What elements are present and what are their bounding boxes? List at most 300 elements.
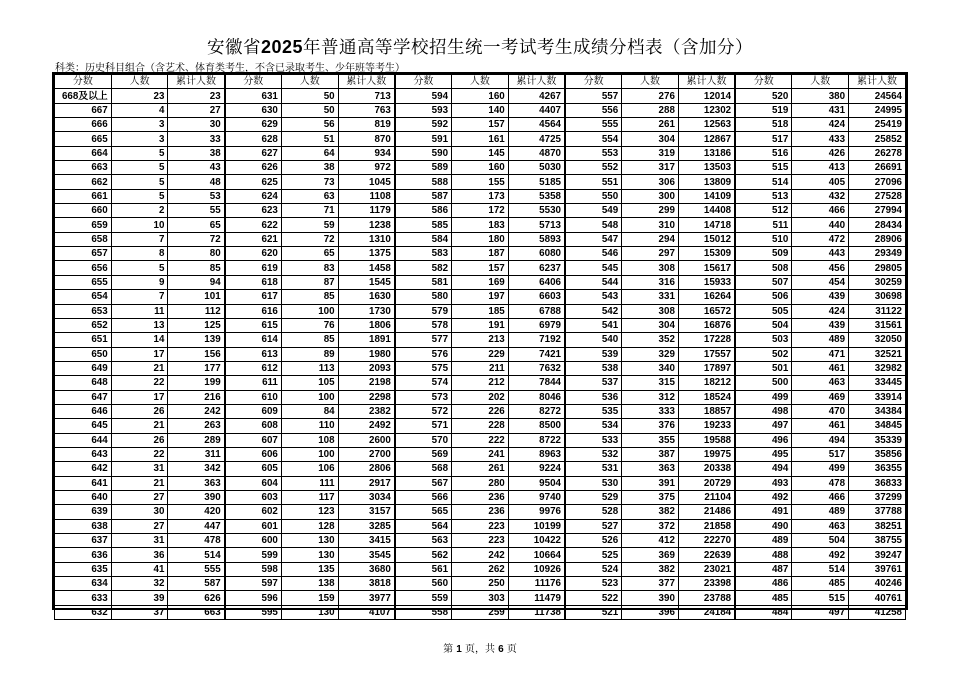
table-cell: 160 [452, 89, 509, 103]
table-cell: 172 [452, 204, 509, 218]
table-cell: 509 [735, 247, 792, 261]
table-cell: 23 [168, 89, 225, 103]
table-cell: 491 [735, 505, 792, 519]
table-cell: 31 [111, 462, 168, 476]
table-row [55, 447, 906, 461]
table-cell: 369 [622, 548, 679, 562]
table-cell: 26 [111, 433, 168, 447]
table-cell: 22270 [678, 534, 735, 548]
table-cell: 8963 [508, 447, 565, 461]
table-cell: 382 [622, 562, 679, 576]
table-cell: 130 [281, 548, 338, 562]
table-cell: 32050 [849, 333, 906, 347]
table-cell: 622 [225, 218, 282, 232]
table-cell: 599 [225, 548, 282, 562]
table-cell: 579 [395, 304, 452, 318]
table-cell: 5530 [508, 204, 565, 218]
table-cell: 372 [622, 519, 679, 533]
table-cell: 618 [225, 275, 282, 289]
table-cell: 15309 [678, 247, 735, 261]
table-cell: 630 [225, 103, 282, 117]
table-cell: 19233 [678, 419, 735, 433]
table-cell: 65 [168, 218, 225, 232]
table-cell: 390 [168, 490, 225, 504]
table-cell: 623 [225, 204, 282, 218]
table-cell: 533 [565, 433, 622, 447]
table-cell: 640 [55, 490, 112, 504]
table-cell: 13809 [678, 175, 735, 189]
table-cell: 236 [452, 490, 509, 504]
table-cell: 539 [565, 347, 622, 361]
table-cell: 40761 [849, 591, 906, 605]
table-cell: 519 [735, 103, 792, 117]
table-cell: 2600 [338, 433, 395, 447]
column-header: 分数 [225, 75, 282, 89]
table-cell: 472 [792, 232, 849, 246]
table-row [55, 534, 906, 548]
table-cell: 497 [792, 605, 849, 619]
table-cell: 498 [735, 404, 792, 418]
table-cell: 499 [735, 390, 792, 404]
table-cell: 1730 [338, 304, 395, 318]
table-cell: 586 [395, 204, 452, 218]
table-cell: 549 [565, 204, 622, 218]
table-cell: 478 [792, 476, 849, 490]
table-cell: 644 [55, 433, 112, 447]
table-cell: 31122 [849, 304, 906, 318]
table-cell: 661 [55, 189, 112, 203]
table-cell: 73 [281, 175, 338, 189]
table-cell: 17897 [678, 361, 735, 375]
table-cell: 617 [225, 290, 282, 304]
table-cell: 2806 [338, 462, 395, 476]
table-cell: 763 [338, 103, 395, 117]
table-cell: 180 [452, 232, 509, 246]
table-cell: 515 [792, 591, 849, 605]
table-cell: 125 [168, 318, 225, 332]
table-cell: 580 [395, 290, 452, 304]
table-cell: 582 [395, 261, 452, 275]
table-cell: 3818 [338, 577, 395, 591]
table-cell: 461 [792, 419, 849, 433]
table-cell: 333 [622, 404, 679, 418]
table-cell: 34384 [849, 404, 906, 418]
table-cell: 10422 [508, 534, 565, 548]
table-cell: 601 [225, 519, 282, 533]
table-cell: 13503 [678, 161, 735, 175]
table-cell: 1891 [338, 333, 395, 347]
table-cell: 530 [565, 476, 622, 490]
table-cell: 819 [338, 118, 395, 132]
table-cell: 531 [565, 462, 622, 476]
table-cell: 454 [792, 275, 849, 289]
table-cell: 9 [111, 275, 168, 289]
table-cell: 85 [281, 333, 338, 347]
table-cell: 304 [622, 318, 679, 332]
table-cell: 544 [565, 275, 622, 289]
table-cell: 222 [452, 433, 509, 447]
table-cell: 665 [55, 132, 112, 146]
table-cell: 504 [735, 318, 792, 332]
table-cell: 10199 [508, 519, 565, 533]
table-cell: 510 [735, 232, 792, 246]
table-cell: 443 [792, 247, 849, 261]
table-cell: 130 [281, 605, 338, 619]
table-cell: 89 [281, 347, 338, 361]
table-cell: 572 [395, 404, 452, 418]
table-cell: 185 [452, 304, 509, 318]
table-row [55, 361, 906, 375]
table-cell: 2700 [338, 447, 395, 461]
table-cell: 38 [281, 161, 338, 175]
table-cell: 140 [452, 103, 509, 117]
table-cell: 4870 [508, 146, 565, 160]
table-cell: 521 [565, 605, 622, 619]
table-cell: 83 [281, 261, 338, 275]
table-cell: 223 [452, 519, 509, 533]
table-cell: 621 [225, 232, 282, 246]
table-cell: 30259 [849, 275, 906, 289]
table-cell: 355 [622, 433, 679, 447]
table-cell: 177 [168, 361, 225, 375]
table-cell: 22639 [678, 548, 735, 562]
table-row [55, 562, 906, 576]
table-cell: 110 [281, 419, 338, 433]
table-cell: 608 [225, 419, 282, 433]
table-cell: 65 [281, 247, 338, 261]
table-cell: 655 [55, 275, 112, 289]
table-cell: 554 [565, 132, 622, 146]
table-cell: 497 [735, 419, 792, 433]
table-cell: 27096 [849, 175, 906, 189]
table-cell: 241 [452, 447, 509, 461]
table-cell: 51 [281, 132, 338, 146]
table-cell: 315 [622, 376, 679, 390]
table-cell: 262 [452, 562, 509, 576]
table-cell: 505 [735, 304, 792, 318]
table-cell: 100 [281, 304, 338, 318]
table-cell: 523 [565, 577, 622, 591]
table-cell: 1045 [338, 175, 395, 189]
table-cell: 972 [338, 161, 395, 175]
table-cell: 14 [111, 333, 168, 347]
table-cell: 308 [622, 261, 679, 275]
table-cell: 593 [395, 103, 452, 117]
table-cell: 50 [281, 103, 338, 117]
table-cell: 598 [225, 562, 282, 576]
table-cell: 515 [735, 161, 792, 175]
table-cell: 563 [395, 534, 452, 548]
table-cell: 603 [225, 490, 282, 504]
table-cell: 14408 [678, 204, 735, 218]
table-cell: 2492 [338, 419, 395, 433]
table-cell: 635 [55, 562, 112, 576]
table-cell: 555 [565, 118, 622, 132]
table-cell: 31561 [849, 318, 906, 332]
table-cell: 556 [565, 103, 622, 117]
table-cell: 33914 [849, 390, 906, 404]
subject-subtitle: 科类：历史科目组合（含艺术、体育类考生，不含已录取考生、少年班等考生） [55, 63, 405, 74]
column-header: 分数 [395, 75, 452, 89]
table-cell: 4725 [508, 132, 565, 146]
table-cell: 596 [225, 591, 282, 605]
table-cell: 11479 [508, 591, 565, 605]
table-cell: 495 [735, 447, 792, 461]
table-row [55, 347, 906, 361]
table-cell: 27994 [849, 204, 906, 218]
table-cell: 565 [395, 505, 452, 519]
table-cell: 489 [792, 333, 849, 347]
table-cell: 7632 [508, 361, 565, 375]
table-cell: 53 [168, 189, 225, 203]
table-cell: 624 [225, 189, 282, 203]
table-cell: 111 [281, 476, 338, 490]
table-cell: 15617 [678, 261, 735, 275]
table-cell: 5713 [508, 218, 565, 232]
table-cell: 156 [168, 347, 225, 361]
table-cell: 511 [735, 218, 792, 232]
table-cell: 202 [452, 390, 509, 404]
table-cell: 508 [735, 261, 792, 275]
table-cell: 161 [452, 132, 509, 146]
table-cell: 396 [622, 605, 679, 619]
table-cell: 294 [622, 232, 679, 246]
table-cell: 551 [565, 175, 622, 189]
table-cell: 25419 [849, 118, 906, 132]
table-cell: 6406 [508, 275, 565, 289]
table-cell: 25852 [849, 132, 906, 146]
table-cell: 6080 [508, 247, 565, 261]
column-header: 分数 [55, 75, 112, 89]
table-cell: 560 [395, 577, 452, 591]
table-cell: 631 [225, 89, 282, 103]
table-cell: 72 [168, 232, 225, 246]
table-cell: 3 [111, 118, 168, 132]
table-cell: 547 [565, 232, 622, 246]
table-cell: 613 [225, 347, 282, 361]
table-cell: 10664 [508, 548, 565, 562]
table-cell: 375 [622, 490, 679, 504]
table-cell: 5893 [508, 232, 565, 246]
table-cell: 576 [395, 347, 452, 361]
table-cell: 199 [168, 376, 225, 390]
table-cell: 5185 [508, 175, 565, 189]
table-cell: 312 [622, 390, 679, 404]
column-header: 累计人数 [849, 75, 906, 89]
table-cell: 447 [168, 519, 225, 533]
table-cell: 643 [55, 447, 112, 461]
table-cell: 87 [281, 275, 338, 289]
table-cell: 7192 [508, 333, 565, 347]
table-cell: 8046 [508, 390, 565, 404]
table-cell: 606 [225, 447, 282, 461]
table-cell: 380 [792, 89, 849, 103]
table-cell: 488 [735, 548, 792, 562]
table-cell: 526 [565, 534, 622, 548]
table-cell: 9976 [508, 505, 565, 519]
table-cell: 507 [735, 275, 792, 289]
table-cell: 499 [792, 462, 849, 476]
table-cell: 420 [168, 505, 225, 519]
table-cell: 5 [111, 189, 168, 203]
table-cell: 159 [281, 591, 338, 605]
table-cell: 33 [168, 132, 225, 146]
table-cell: 2 [111, 204, 168, 218]
table-cell: 17557 [678, 347, 735, 361]
table-cell: 659 [55, 218, 112, 232]
table-cell: 261 [452, 462, 509, 476]
table-cell: 242 [168, 404, 225, 418]
table-cell: 660 [55, 204, 112, 218]
table-cell: 123 [281, 505, 338, 519]
table-cell: 85 [281, 290, 338, 304]
table-cell: 514 [792, 562, 849, 576]
table-cell: 534 [565, 419, 622, 433]
table-cell: 382 [622, 505, 679, 519]
table-cell: 2917 [338, 476, 395, 490]
table-cell: 128 [281, 519, 338, 533]
table-cell: 7 [111, 290, 168, 304]
table-cell: 135 [281, 562, 338, 576]
table-cell: 13 [111, 318, 168, 332]
table-cell: 36 [111, 548, 168, 562]
table-cell: 642 [55, 462, 112, 476]
table-cell: 555 [168, 562, 225, 576]
table-cell: 289 [168, 433, 225, 447]
table-cell: 628 [225, 132, 282, 146]
table-cell: 16264 [678, 290, 735, 304]
table-cell: 59 [281, 218, 338, 232]
table-cell: 18857 [678, 404, 735, 418]
table-cell: 297 [622, 247, 679, 261]
table-row [55, 161, 906, 175]
table-cell: 14718 [678, 218, 735, 232]
table-cell: 1310 [338, 232, 395, 246]
table-cell: 157 [452, 118, 509, 132]
table-cell: 280 [452, 476, 509, 490]
table-cell: 6603 [508, 290, 565, 304]
table-cell: 26 [111, 404, 168, 418]
table-cell: 456 [792, 261, 849, 275]
table-cell: 514 [168, 548, 225, 562]
table-cell: 32 [111, 577, 168, 591]
table-cell: 22 [111, 376, 168, 390]
table-row [55, 376, 906, 390]
table-cell: 4564 [508, 118, 565, 132]
table-cell: 870 [338, 132, 395, 146]
table-cell: 629 [225, 118, 282, 132]
table-cell: 317 [622, 161, 679, 175]
table-row [55, 433, 906, 447]
score-table-container [52, 72, 908, 618]
table-cell: 23021 [678, 562, 735, 576]
table-cell: 299 [622, 204, 679, 218]
table-row [55, 419, 906, 433]
table-cell: 469 [792, 390, 849, 404]
table-cell: 36355 [849, 462, 906, 476]
table-cell: 424 [792, 304, 849, 318]
table-cell: 21 [111, 476, 168, 490]
table-cell: 17228 [678, 333, 735, 347]
table-cell: 3285 [338, 519, 395, 533]
table-cell: 542 [565, 304, 622, 318]
table-cell: 17 [111, 390, 168, 404]
table-cell: 485 [735, 591, 792, 605]
table-cell: 641 [55, 476, 112, 490]
column-header: 累计人数 [168, 75, 225, 89]
table-cell: 557 [565, 89, 622, 103]
table-cell: 187 [452, 247, 509, 261]
table-cell: 478 [168, 534, 225, 548]
table-cell: 387 [622, 447, 679, 461]
table-cell: 40246 [849, 577, 906, 591]
table-cell: 31 [111, 534, 168, 548]
table-cell: 562 [395, 548, 452, 562]
table-cell: 216 [168, 390, 225, 404]
table-cell: 21486 [678, 505, 735, 519]
table-cell: 543 [565, 290, 622, 304]
table-cell: 577 [395, 333, 452, 347]
table-cell: 461 [792, 361, 849, 375]
table-cell: 113 [281, 361, 338, 375]
table-cell: 632 [55, 605, 112, 619]
table-cell: 466 [792, 490, 849, 504]
table-cell: 3680 [338, 562, 395, 576]
table-cell: 5 [111, 175, 168, 189]
table-cell: 620 [225, 247, 282, 261]
table-cell: 602 [225, 505, 282, 519]
table-cell: 80 [168, 247, 225, 261]
table-row [55, 103, 906, 117]
table-cell: 21 [111, 361, 168, 375]
table-cell: 564 [395, 519, 452, 533]
table-cell: 7 [111, 232, 168, 246]
table-cell: 470 [792, 404, 849, 418]
page-footer: 第 1 页，共 6 页 [443, 644, 517, 655]
table-cell: 589 [395, 161, 452, 175]
table-cell: 594 [395, 89, 452, 103]
table-cell: 625 [225, 175, 282, 189]
table-cell: 518 [735, 118, 792, 132]
table-cell: 139 [168, 333, 225, 347]
table-cell: 20338 [678, 462, 735, 476]
table-cell: 363 [622, 462, 679, 476]
table-cell: 591 [395, 132, 452, 146]
table-cell: 4267 [508, 89, 565, 103]
table-cell: 100 [281, 390, 338, 404]
table-cell: 213 [452, 333, 509, 347]
table-cell: 528 [565, 505, 622, 519]
table-cell: 28906 [849, 232, 906, 246]
table-cell: 340 [622, 361, 679, 375]
table-cell: 28434 [849, 218, 906, 232]
table-row [55, 146, 906, 160]
table-cell: 11738 [508, 605, 565, 619]
table-row [55, 261, 906, 275]
table-cell: 6237 [508, 261, 565, 275]
table-cell: 524 [565, 562, 622, 576]
table-cell: 440 [792, 218, 849, 232]
table-cell: 1545 [338, 275, 395, 289]
table-row [55, 404, 906, 418]
table-cell: 38 [168, 146, 225, 160]
table-cell: 329 [622, 347, 679, 361]
table-cell: 27 [111, 490, 168, 504]
table-cell: 626 [168, 591, 225, 605]
table-cell: 276 [622, 89, 679, 103]
table-cell: 223 [452, 534, 509, 548]
table-cell: 76 [281, 318, 338, 332]
